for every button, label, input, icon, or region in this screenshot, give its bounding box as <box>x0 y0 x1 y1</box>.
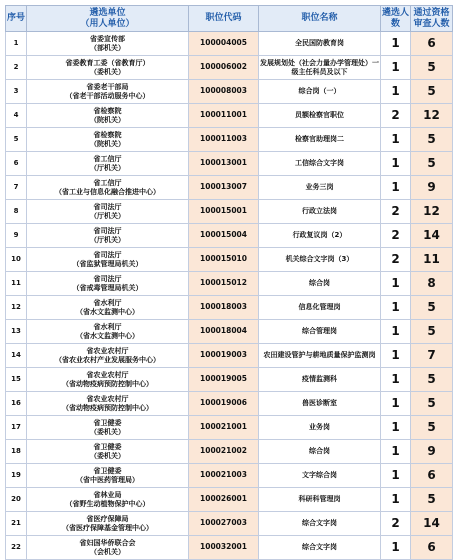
table-row <box>6 80 453 104</box>
cell-unit: 省农业农村厅 （省动物疫病预防控制中心） <box>27 392 189 416</box>
header-count: 遴选人数 <box>381 6 411 32</box>
cell-unit: 省检察院 （院机关） <box>27 104 189 128</box>
cell-seq: 15 <box>6 368 27 392</box>
cell-ratio: 9 <box>411 176 453 200</box>
table-row <box>6 392 453 416</box>
cell-seq: 4 <box>6 104 27 128</box>
cell-code: 100011001 <box>189 104 259 128</box>
table-row <box>6 176 453 200</box>
cell-ratio: 6 <box>411 536 453 560</box>
header-position: 职位名称 <box>259 6 381 32</box>
cell-position: 兽医诊断室 <box>259 392 381 416</box>
cell-code: 100026001 <box>189 488 259 512</box>
cell-count: 2 <box>381 200 411 224</box>
cell-ratio: 5 <box>411 296 453 320</box>
cell-code: 100021002 <box>189 440 259 464</box>
cell-code: 100032001 <box>189 536 259 560</box>
cell-ratio: 8 <box>411 272 453 296</box>
cell-seq: 9 <box>6 224 27 248</box>
table-row <box>6 464 453 488</box>
cell-seq: 6 <box>6 152 27 176</box>
cell-position: 发展规划处（社会力量办学管理处）一级主任科员及以下 <box>259 56 381 80</box>
cell-position: 综合岗（一） <box>259 80 381 104</box>
cell-unit: 省林业局 （省野生动植物保护中心） <box>27 488 189 512</box>
table-row <box>6 344 453 368</box>
cell-seq: 20 <box>6 488 27 512</box>
table-header-row <box>6 6 453 32</box>
cell-code: 100004005 <box>189 32 259 56</box>
header-seq: 序号 <box>6 6 27 32</box>
cell-ratio: 5 <box>411 56 453 80</box>
cell-code: 100021001 <box>189 416 259 440</box>
table-row <box>6 488 453 512</box>
cell-count: 1 <box>381 464 411 488</box>
cell-code: 100019003 <box>189 344 259 368</box>
cell-position: 行政立法岗 <box>259 200 381 224</box>
cell-ratio: 9 <box>411 440 453 464</box>
cell-ratio: 6 <box>411 32 453 56</box>
cell-seq: 11 <box>6 272 27 296</box>
table-row <box>6 224 453 248</box>
cell-code: 100008003 <box>189 80 259 104</box>
cell-seq: 22 <box>6 536 27 560</box>
cell-unit: 省农业农村厅 （省动物疫病预防控制中心） <box>27 368 189 392</box>
cell-position: 全民国防教育岗 <box>259 32 381 56</box>
cell-position: 疫情监测科 <box>259 368 381 392</box>
cell-ratio: 12 <box>411 200 453 224</box>
table-row <box>6 56 453 80</box>
cell-code: 100006002 <box>189 56 259 80</box>
table-row <box>6 152 453 176</box>
cell-position: 综合岗 <box>259 440 381 464</box>
cell-count: 2 <box>381 248 411 272</box>
table-row <box>6 272 453 296</box>
cell-count: 1 <box>381 416 411 440</box>
table-row <box>6 512 453 536</box>
cell-count: 1 <box>381 32 411 56</box>
cell-position: 检察官助理岗二 <box>259 128 381 152</box>
cell-unit: 省医疗保障局 （省医疗保障基金管理中心） <box>27 512 189 536</box>
cell-code: 100021003 <box>189 464 259 488</box>
cell-count: 2 <box>381 224 411 248</box>
cell-code: 100019005 <box>189 368 259 392</box>
cell-ratio: 5 <box>411 320 453 344</box>
cell-ratio: 5 <box>411 80 453 104</box>
cell-seq: 14 <box>6 344 27 368</box>
cell-unit: 省农业农村厅 （省农业农村产业发展服务中心） <box>27 344 189 368</box>
cell-position: 综合文字岗 <box>259 536 381 560</box>
cell-seq: 7 <box>6 176 27 200</box>
cell-code: 100027003 <box>189 512 259 536</box>
table-row <box>6 296 453 320</box>
table-row <box>6 320 453 344</box>
table-row <box>6 32 453 56</box>
cell-count: 1 <box>381 368 411 392</box>
cell-unit: 省司法厅 （省戒毒管理局机关） <box>27 272 189 296</box>
cell-count: 1 <box>381 440 411 464</box>
header-ratio: 通过资格审查人数 <box>411 6 453 32</box>
cell-ratio: 7 <box>411 344 453 368</box>
cell-code: 100018003 <box>189 296 259 320</box>
cell-count: 1 <box>381 80 411 104</box>
cell-position: 农田建设管护与耕地质量保护监测岗 <box>259 344 381 368</box>
results-table <box>5 5 453 560</box>
cell-unit: 省卫健委 （委机关） <box>27 440 189 464</box>
cell-unit: 省卫健委 （委机关） <box>27 416 189 440</box>
table-body <box>6 32 453 560</box>
cell-ratio: 14 <box>411 224 453 248</box>
cell-ratio: 14 <box>411 512 453 536</box>
results-table-container <box>5 5 453 560</box>
table-row <box>6 104 453 128</box>
cell-count: 1 <box>381 536 411 560</box>
cell-unit: 省司法厅 （厅机关） <box>27 200 189 224</box>
cell-position: 综合管理岗 <box>259 320 381 344</box>
cell-unit: 省委宣传部 （部机关） <box>27 32 189 56</box>
cell-position: 综合文字岗 <box>259 512 381 536</box>
cell-ratio: 6 <box>411 464 453 488</box>
cell-ratio: 5 <box>411 392 453 416</box>
cell-unit: 省水利厅 （省水文监测中心） <box>27 296 189 320</box>
cell-seq: 3 <box>6 80 27 104</box>
cell-position: 业务三岗 <box>259 176 381 200</box>
cell-seq: 17 <box>6 416 27 440</box>
cell-seq: 1 <box>6 32 27 56</box>
cell-count: 2 <box>381 104 411 128</box>
cell-seq: 10 <box>6 248 27 272</box>
cell-position: 工信综合文字岗 <box>259 152 381 176</box>
cell-position: 综合岗 <box>259 272 381 296</box>
cell-position: 行政复议岗（2） <box>259 224 381 248</box>
cell-count: 1 <box>381 272 411 296</box>
cell-unit: 省妇国华侨联合会 （会机关） <box>27 536 189 560</box>
cell-code: 100011003 <box>189 128 259 152</box>
cell-count: 1 <box>381 488 411 512</box>
cell-position: 科研科管理岗 <box>259 488 381 512</box>
cell-unit: 省委老干部局 （省老干部活动服务中心） <box>27 80 189 104</box>
cell-code: 100015012 <box>189 272 259 296</box>
cell-count: 1 <box>381 176 411 200</box>
cell-position: 机关综合文字岗（3） <box>259 248 381 272</box>
cell-position: 员额检察官职位 <box>259 104 381 128</box>
cell-unit: 省工信厅 （厅机关） <box>27 152 189 176</box>
header-unit: 遴选单位 （用人单位） <box>27 6 189 32</box>
cell-code: 100018004 <box>189 320 259 344</box>
table-row <box>6 440 453 464</box>
cell-code: 100019006 <box>189 392 259 416</box>
cell-seq: 2 <box>6 56 27 80</box>
cell-ratio: 11 <box>411 248 453 272</box>
cell-count: 1 <box>381 152 411 176</box>
cell-unit: 省检察院 （院机关） <box>27 128 189 152</box>
cell-unit: 省水利厅 （省水文监测中心） <box>27 320 189 344</box>
cell-count: 2 <box>381 512 411 536</box>
cell-code: 100013001 <box>189 152 259 176</box>
cell-ratio: 5 <box>411 152 453 176</box>
cell-count: 1 <box>381 128 411 152</box>
table-row <box>6 200 453 224</box>
cell-code: 100015001 <box>189 200 259 224</box>
cell-unit: 省委教育工委（省教育厅） （委机关） <box>27 56 189 80</box>
cell-unit: 省卫健委 （省中医药管理局） <box>27 464 189 488</box>
cell-seq: 5 <box>6 128 27 152</box>
table-row <box>6 128 453 152</box>
cell-seq: 13 <box>6 320 27 344</box>
cell-ratio: 5 <box>411 368 453 392</box>
cell-count: 1 <box>381 56 411 80</box>
cell-code: 100015010 <box>189 248 259 272</box>
cell-ratio: 5 <box>411 416 453 440</box>
cell-unit: 省工信厅 （省工业与信息化融合推进中心） <box>27 176 189 200</box>
cell-seq: 16 <box>6 392 27 416</box>
cell-seq: 12 <box>6 296 27 320</box>
cell-seq: 18 <box>6 440 27 464</box>
cell-position: 业务岗 <box>259 416 381 440</box>
cell-seq: 8 <box>6 200 27 224</box>
cell-ratio: 5 <box>411 128 453 152</box>
cell-ratio: 12 <box>411 104 453 128</box>
cell-unit: 省司法厅 （省监狱管理局机关） <box>27 248 189 272</box>
header-code: 职位代码 <box>189 6 259 32</box>
cell-code: 100013007 <box>189 176 259 200</box>
table-row <box>6 368 453 392</box>
cell-position: 信息化管理岗 <box>259 296 381 320</box>
cell-count: 1 <box>381 296 411 320</box>
table-row <box>6 536 453 560</box>
cell-seq: 21 <box>6 512 27 536</box>
table-row <box>6 416 453 440</box>
cell-count: 1 <box>381 320 411 344</box>
cell-position: 文字综合岗 <box>259 464 381 488</box>
cell-ratio: 5 <box>411 488 453 512</box>
cell-count: 1 <box>381 392 411 416</box>
cell-unit: 省司法厅 （厅机关） <box>27 224 189 248</box>
table-row <box>6 248 453 272</box>
cell-code: 100015004 <box>189 224 259 248</box>
cell-seq: 19 <box>6 464 27 488</box>
cell-count: 1 <box>381 344 411 368</box>
